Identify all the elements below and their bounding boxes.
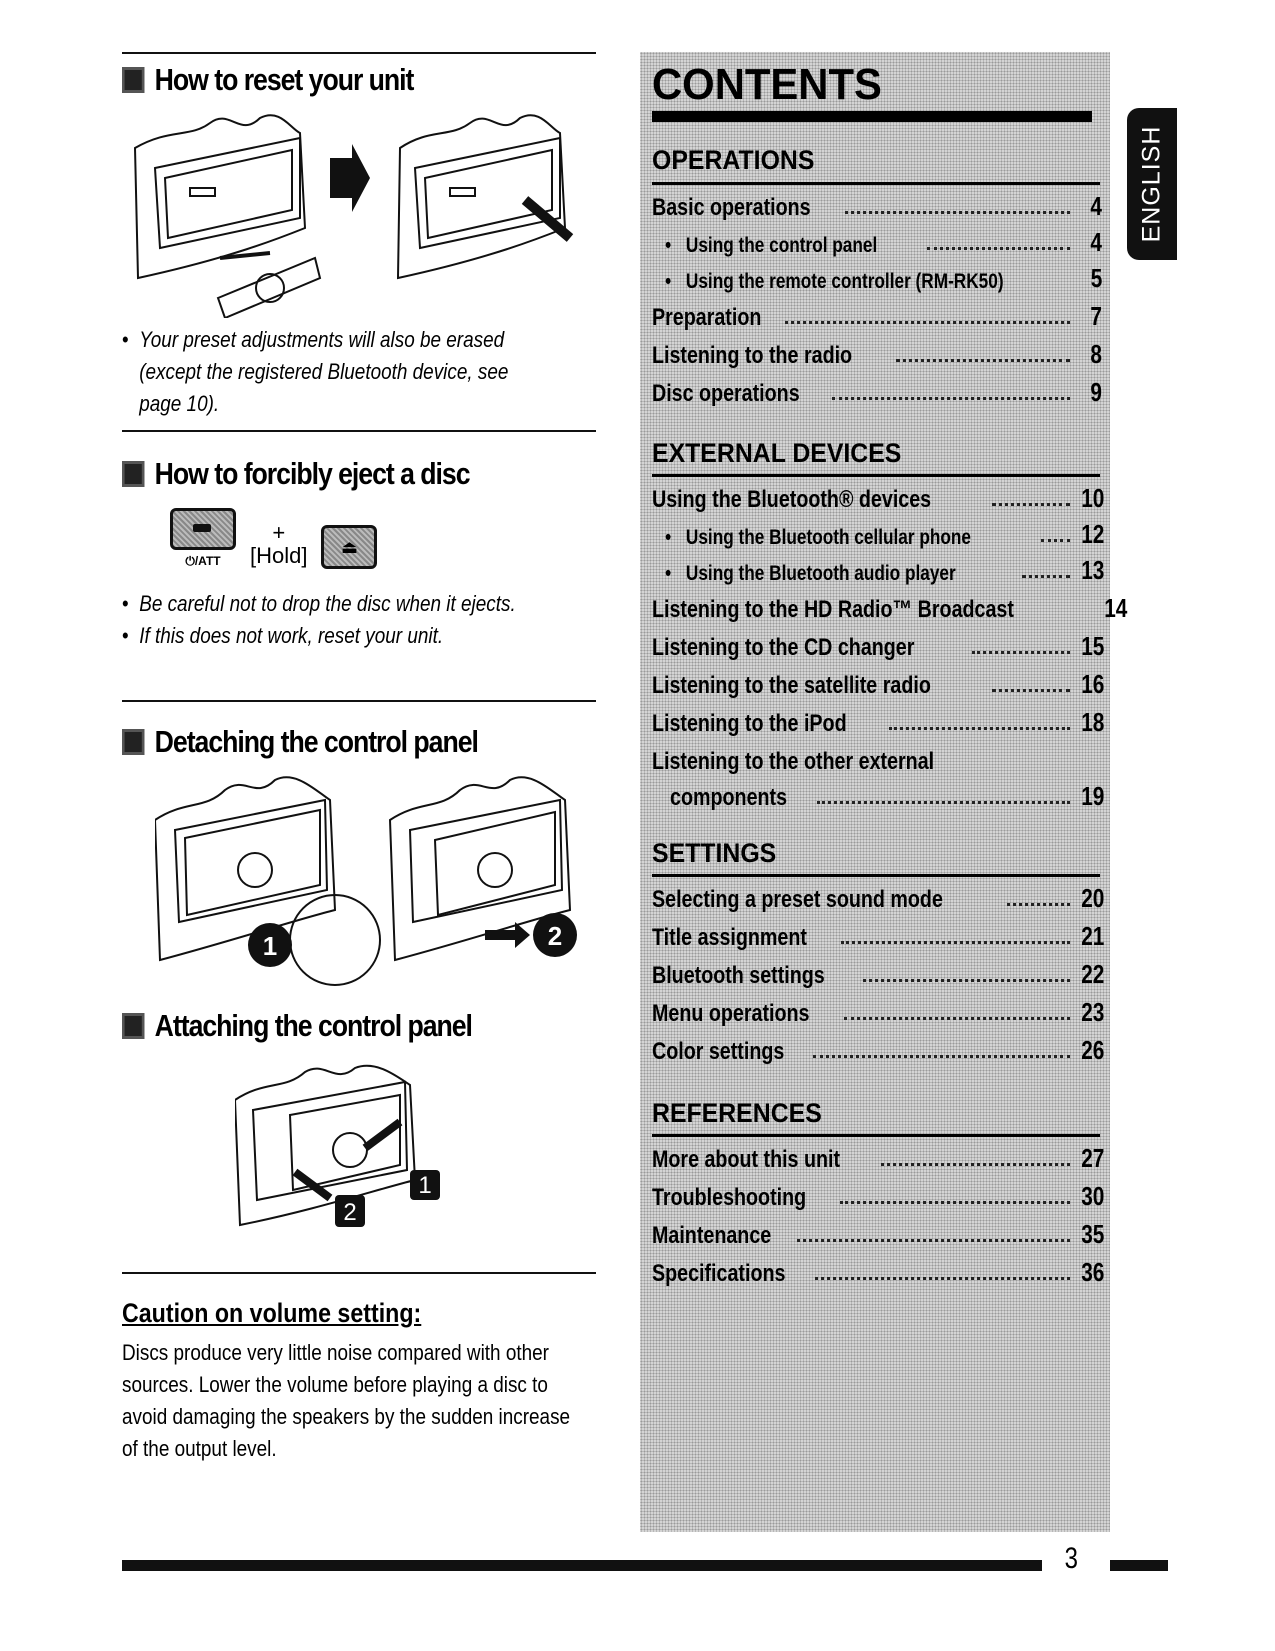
toc-label: Disc operations (652, 380, 800, 407)
leader-dots (863, 979, 1070, 982)
toc-page: 30 (1081, 1181, 1105, 1211)
toc-label: Basic operations (652, 194, 811, 221)
toc-page: 21 (1081, 921, 1105, 951)
leader-dots (1007, 903, 1070, 906)
section-rule (652, 474, 1100, 477)
toc-label: Listening to the other external (652, 748, 935, 775)
square-bullet-icon (122, 729, 144, 755)
toc-label: Maintenance (652, 1222, 772, 1249)
toc-page: 5 (1090, 263, 1102, 293)
toc-item[interactable] (652, 372, 1102, 408)
toc-subitem[interactable] (652, 222, 1102, 258)
section-divider (122, 700, 596, 702)
toc-label: More about this unit (652, 1146, 841, 1173)
toc-label: Listening to the satellite radio (652, 672, 931, 699)
toc-item[interactable] (652, 626, 1105, 662)
leader-dots (813, 1055, 1070, 1058)
leader-dots (896, 359, 1070, 362)
caution-text: Discs produce very little noise compared with other sources. Lower the volume before playing a disc to avoid damaging the speakers by the sudden increase of the output level. (122, 1340, 571, 1461)
toc-item[interactable] (652, 1214, 1105, 1250)
section-heading-references: REFERENCES (652, 1098, 822, 1128)
toc-page: 15 (1081, 631, 1105, 661)
leader-dots (797, 1239, 1070, 1242)
toc-label: Specifications (652, 1260, 786, 1287)
toc-page: 14 (1104, 593, 1128, 623)
toc-label: • Using the Bluetooth audio player (652, 562, 956, 586)
toc-page: 13 (1081, 555, 1105, 585)
toc-item[interactable] (652, 334, 1102, 370)
note-item: • Your preset adjustments will also be erased (except the registered Bluetooth device, see page 10). (122, 324, 552, 420)
section-rule (652, 182, 1100, 185)
toc-page: 19 (1081, 781, 1105, 811)
eject-button-icon (321, 525, 377, 569)
toc-item[interactable] (652, 954, 1105, 990)
toc-label: Using the Bluetooth® devices (652, 486, 932, 513)
toc-item[interactable] (652, 916, 1105, 952)
reset-unit-illustration (130, 108, 580, 318)
section-heading-external-devices: EXTERNAL DEVICES (652, 438, 902, 468)
toc-label: Preparation (652, 304, 762, 331)
eject-notes (122, 588, 552, 652)
plus-sign: + (272, 520, 286, 545)
section-rule (652, 1134, 1100, 1137)
heading-attach-panel (122, 1008, 472, 1044)
toc-page: 23 (1081, 997, 1105, 1027)
svg-text:1: 1 (418, 1172, 432, 1199)
language-tab (1127, 108, 1177, 260)
caution-heading: Caution on volume setting: (122, 1298, 422, 1328)
toc-label: Color settings (652, 1038, 785, 1065)
toc-item[interactable] (652, 1252, 1105, 1288)
leader-dots (785, 321, 1070, 324)
reset-notes (122, 324, 552, 420)
toc-item[interactable] (652, 992, 1105, 1028)
toc-item[interactable] (652, 478, 1105, 514)
section-divider (122, 1272, 596, 1274)
attach-panel-illustration (235, 1060, 465, 1240)
language-tab-label: ENGLISH (1137, 125, 1166, 243)
toc-item[interactable] (652, 740, 1102, 776)
square-bullet-icon (122, 1013, 144, 1039)
leader-dots (1022, 575, 1070, 578)
footer-tab-bar (1110, 1560, 1168, 1571)
toc-label: Menu operations (652, 1000, 810, 1027)
footer-bar (122, 1560, 1042, 1571)
hold-label: [Hold] (250, 543, 308, 568)
toc-page: 16 (1081, 669, 1105, 699)
note-item: • If this does not work, reset your unit. (122, 620, 552, 652)
contents-title-rule (652, 111, 1092, 122)
toc-subitem[interactable] (652, 258, 1102, 294)
section-heading-settings: SETTINGS (652, 838, 777, 868)
toc-item[interactable] (652, 186, 1102, 222)
toc-page: 12 (1081, 519, 1105, 549)
leader-dots (1041, 539, 1070, 542)
toc-page: 8 (1090, 339, 1102, 369)
toc-page: 27 (1081, 1143, 1105, 1173)
heading-text: How to reset your unit (154, 62, 414, 97)
toc-page: 18 (1081, 707, 1105, 737)
toc-page: 26 (1081, 1035, 1105, 1065)
toc-label: • Using the control panel (652, 234, 877, 258)
toc-page: 7 (1090, 301, 1102, 331)
svg-text:2: 2 (547, 921, 563, 951)
square-bullet-icon (122, 67, 144, 93)
toc-page: 10 (1081, 483, 1105, 513)
section-heading-operations: OPERATIONS (652, 145, 815, 175)
toc-item[interactable] (652, 296, 1102, 332)
toc-item[interactable] (652, 1030, 1105, 1066)
leader-dots (992, 689, 1070, 692)
toc-page: 36 (1081, 1257, 1105, 1287)
leader-dots (841, 941, 1070, 944)
toc-label: Bluetooth settings (652, 962, 825, 989)
toc-item[interactable] (652, 702, 1105, 738)
toc-page: 9 (1090, 377, 1102, 407)
toc-label: components (670, 784, 788, 811)
leader-dots (992, 503, 1070, 506)
toc-item[interactable] (652, 1138, 1105, 1174)
toc-label: Troubleshooting (652, 1184, 807, 1211)
leader-dots (840, 1201, 1070, 1204)
toc-subitem[interactable] (652, 514, 1105, 550)
leader-dots (817, 801, 1070, 804)
toc-label: • Using the Bluetooth cellular phone (652, 526, 971, 550)
leader-dots (972, 651, 1070, 654)
toc-label: Listening to the radio (652, 342, 853, 369)
contents-title: CONTENTS (652, 60, 882, 109)
toc-label: Title assignment (652, 924, 807, 951)
toc-label: Listening to the iPod (652, 710, 847, 737)
svg-text:1: 1 (262, 931, 278, 961)
toc-item[interactable] (652, 1176, 1105, 1212)
toc-item[interactable] (652, 588, 1128, 624)
heading-text: How to forcibly eject a disc (154, 456, 470, 491)
toc-label: Listening to the CD changer (652, 634, 915, 661)
heading-detach-panel (122, 724, 478, 760)
page-number: 3 (1064, 1542, 1079, 1575)
leader-dots (889, 727, 1070, 730)
leader-dots (881, 1163, 1070, 1166)
toc-item[interactable] (652, 878, 1105, 914)
toc-page: 4 (1090, 227, 1102, 257)
detach-panel-illustration (155, 770, 595, 990)
leader-dots (815, 1277, 1070, 1280)
toc-page: 22 (1081, 959, 1105, 989)
toc-subitem[interactable] (652, 550, 1105, 586)
leader-dots (844, 1017, 1070, 1020)
square-bullet-icon (122, 461, 144, 487)
toc-label: • Using the remote controller (RM-RK50) (652, 270, 1004, 294)
toc-page: 20 (1081, 883, 1105, 913)
toc-page: 4 (1090, 191, 1102, 221)
heading-eject-disc (122, 456, 469, 492)
toc-label: Selecting a preset sound mode (652, 886, 943, 913)
note-item: • Be careful not to drop the disc when it ejects. (122, 588, 552, 620)
toc-page: 35 (1081, 1219, 1105, 1249)
section-divider (122, 52, 596, 54)
heading-reset-unit (122, 62, 413, 98)
leader-dots (832, 397, 1070, 400)
power-att-label: ⏻/ATT (185, 554, 221, 568)
leader-dots (845, 211, 1070, 214)
eject-button-combo (170, 508, 377, 569)
toc-item-continued[interactable] (652, 776, 1105, 812)
toc-item[interactable] (652, 664, 1105, 700)
heading-text: Detaching the control panel (154, 724, 478, 759)
leader-dots (927, 247, 1070, 250)
toc-label: Listening to the HD Radio™ Broadcast (652, 596, 1014, 623)
section-divider (122, 430, 596, 432)
heading-text: Attaching the control panel (154, 1008, 472, 1043)
eject-glyph: ⏏ (340, 536, 358, 557)
power-att-button-icon (170, 508, 236, 550)
svg-text:2: 2 (343, 1199, 357, 1226)
section-rule (652, 874, 1100, 877)
